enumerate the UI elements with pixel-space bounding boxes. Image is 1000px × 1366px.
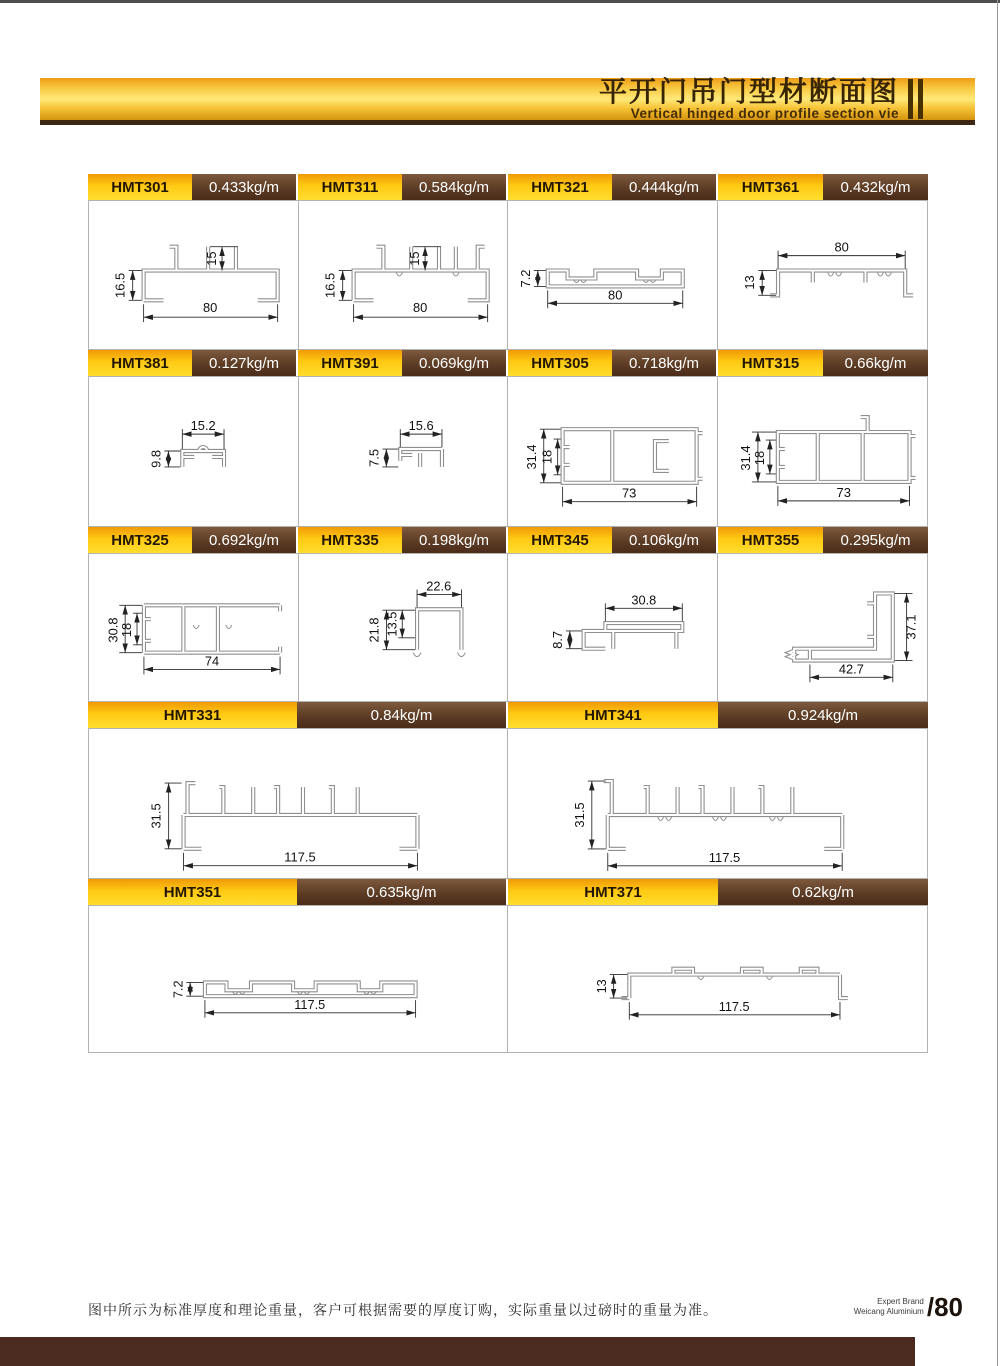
- banner-bar-1: [908, 79, 913, 119]
- dim-height: 31.4: [737, 445, 753, 471]
- header-row-4: [88, 702, 928, 728]
- dim-inner: 18: [539, 449, 555, 465]
- profile-drawing-hmt321: [508, 201, 717, 349]
- model-label: HMT311: [298, 174, 402, 200]
- header-cell-hmt321: [508, 174, 718, 200]
- dim-inner: 15: [406, 251, 422, 266]
- dim-inner: 18: [751, 450, 767, 466]
- profile-drawing-hmt351: [89, 906, 507, 1052]
- dim-width: 117.5: [284, 849, 316, 865]
- header-cell-hmt345: [508, 527, 718, 553]
- model-label: HMT305: [508, 350, 612, 376]
- model-label: HMT321: [508, 174, 612, 200]
- banner-titles: [599, 77, 899, 122]
- header-cell-hmt331: [88, 702, 508, 728]
- header-cell-hmt381: [88, 350, 298, 376]
- header-cell-hmt371: [508, 879, 928, 905]
- dim-width: 42.7: [838, 661, 864, 677]
- dim-width: 80: [202, 300, 218, 316]
- drawing-cell-hmt361: [718, 201, 928, 349]
- dim-height: 30.8: [105, 617, 121, 643]
- profile-drawing-hmt305: [508, 377, 717, 526]
- drawing-cell-hmt341: [508, 729, 927, 878]
- page-top-rule: [0, 0, 1000, 3]
- weight-label: 0.069kg/m: [402, 350, 506, 376]
- page-number: /80: [926, 1292, 963, 1322]
- drawing-row-3: [88, 553, 928, 702]
- profile-drawing-hmt325: [89, 554, 298, 701]
- dim-width: 73: [621, 485, 637, 501]
- dim-height: 16.5: [112, 272, 128, 298]
- drawing-cell-hmt311: [299, 201, 509, 349]
- dim-inner: 13.5: [383, 611, 399, 637]
- dim-width: 80: [833, 239, 849, 255]
- header-row-1: [88, 174, 928, 200]
- dim-height: 21.8: [366, 617, 382, 643]
- model-label: HMT381: [88, 350, 192, 376]
- weight-label: 0.66kg/m: [823, 350, 928, 376]
- model-label: HMT315: [718, 350, 823, 376]
- dim-inner: 18: [119, 622, 135, 638]
- profile-drawing-hmt355: [718, 554, 928, 701]
- model-label: HMT391: [298, 350, 402, 376]
- weight-label: 0.584kg/m: [402, 174, 506, 200]
- dim-width: 117.5: [718, 998, 750, 1014]
- profile-drawing-hmt381: [89, 377, 298, 526]
- weight-label: 0.127kg/m: [192, 350, 296, 376]
- profile-drawing-hmt315: [718, 377, 928, 526]
- dim-height: 31.5: [148, 803, 164, 829]
- weight-label: 0.433kg/m: [192, 174, 296, 200]
- model-label: HMT371: [508, 879, 718, 905]
- weight-label: 0.635kg/m: [297, 879, 506, 905]
- weight-label: 0.62kg/m: [718, 879, 928, 905]
- model-label: HMT335: [298, 527, 402, 553]
- drawing-cell-hmt335: [299, 554, 509, 701]
- profile-drawing-hmt345: [508, 554, 717, 701]
- brand-line-1: Expert Brand: [877, 1297, 924, 1306]
- drawing-cell-hmt381: [89, 377, 299, 526]
- profile-drawing-hmt331: [89, 729, 507, 878]
- model-label: HMT345: [508, 527, 612, 553]
- weight-label: 0.432kg/m: [823, 174, 928, 200]
- page-banner: [40, 75, 975, 125]
- model-label: HMT301: [88, 174, 192, 200]
- brand-block: [854, 1294, 963, 1320]
- drawing-cell-hmt345: [508, 554, 718, 701]
- header-cell-hmt311: [298, 174, 508, 200]
- dim-height: 37.1: [902, 614, 918, 640]
- dim-width: 15.2: [190, 418, 216, 434]
- profile-drawing-hmt361: [718, 201, 928, 349]
- profile-drawing-hmt311: [299, 201, 508, 349]
- dim-width: 80: [608, 287, 623, 303]
- drawing-cell-hmt321: [508, 201, 718, 349]
- drawing-cell-hmt351: [89, 906, 508, 1052]
- drawing-cell-hmt301: [89, 201, 299, 349]
- drawing-row-4: [88, 728, 928, 879]
- header-row-2: [88, 350, 928, 376]
- page-right-rule: [997, 0, 998, 1366]
- dim-height: 8.7: [549, 630, 565, 649]
- dim-height: 13: [593, 979, 609, 994]
- dim-height: 13: [741, 275, 757, 290]
- drawing-cell-hmt315: [718, 377, 928, 526]
- dim-width: 74: [204, 653, 220, 669]
- brand-line-2: Weicang Aluminium: [853, 1307, 924, 1316]
- dim-width: 117.5: [294, 996, 326, 1012]
- profile-drawing-hmt391: [299, 377, 508, 526]
- model-label: HMT331: [88, 702, 297, 728]
- dim-height: 16.5: [322, 272, 338, 298]
- model-label: HMT341: [508, 702, 718, 728]
- page-title-en: Vertical hinged door profile section vie: [630, 105, 899, 121]
- dim-height: 31.4: [523, 444, 539, 470]
- profile-drawing-hmt301: [89, 201, 298, 349]
- drawing-cell-hmt305: [508, 377, 718, 526]
- model-label: HMT355: [718, 527, 823, 553]
- drawing-row-2: [88, 376, 928, 527]
- drawing-cell-hmt331: [89, 729, 508, 878]
- header-row-5: [88, 879, 928, 905]
- drawing-cell-hmt325: [89, 554, 299, 701]
- dim-height: 31.5: [571, 802, 587, 828]
- header-cell-hmt355: [718, 527, 928, 553]
- dim-inner: 15: [204, 251, 220, 266]
- dim-width: 80: [412, 300, 427, 316]
- dim-width: 30.8: [631, 592, 657, 608]
- header-cell-hmt391: [298, 350, 508, 376]
- header-cell-hmt335: [298, 527, 508, 553]
- dim-height: 9.8: [148, 449, 164, 468]
- weight-label: 0.924kg/m: [718, 702, 928, 728]
- drawing-cell-hmt391: [299, 377, 509, 526]
- page-title-cn: 平开门吊门型材断面图: [598, 75, 899, 107]
- profile-drawing-hmt371: [508, 906, 927, 1052]
- footer-bar: [0, 1337, 915, 1366]
- dim-width: 117.5: [708, 849, 741, 865]
- profile-drawing-hmt341: [508, 729, 927, 878]
- header-cell-hmt325: [88, 527, 298, 553]
- header-cell-hmt351: [88, 879, 508, 905]
- weight-label: 0.198kg/m: [402, 527, 506, 553]
- weight-label: 0.84kg/m: [297, 702, 506, 728]
- banner-bar-2: [918, 79, 923, 119]
- header-cell-hmt361: [718, 174, 928, 200]
- profile-drawing-hmt335: [299, 554, 508, 701]
- footer-note: 图中所示为标准厚度和理论重量，客户可根据需要的厚度订购，实际重量以过磅时的重量为准。: [88, 1302, 718, 1318]
- weight-label: 0.295kg/m: [823, 527, 928, 553]
- weight-label: 0.692kg/m: [192, 527, 296, 553]
- model-label: HMT325: [88, 527, 192, 553]
- header-cell-hmt315: [718, 350, 928, 376]
- brand-text: [854, 1297, 924, 1317]
- dim-height: 7.2: [170, 980, 186, 999]
- header-row-3: [88, 527, 928, 553]
- drawing-row-1: [88, 200, 928, 350]
- dim-height: 7.5: [365, 448, 381, 467]
- header-cell-hmt341: [508, 702, 928, 728]
- dim-width: 22.6: [425, 578, 451, 594]
- weight-label: 0.718kg/m: [612, 350, 716, 376]
- header-cell-hmt301: [88, 174, 298, 200]
- drawing-cell-hmt371: [508, 906, 927, 1052]
- weight-label: 0.444kg/m: [612, 174, 716, 200]
- weight-label: 0.106kg/m: [612, 527, 716, 553]
- dim-height: 7.2: [517, 269, 533, 288]
- drawing-cell-hmt355: [718, 554, 928, 701]
- banner-double-bar-icon: [908, 79, 923, 119]
- dim-width: 15.6: [408, 418, 434, 434]
- drawing-row-5: [88, 905, 928, 1053]
- dim-width: 73: [835, 484, 851, 500]
- header-cell-hmt305: [508, 350, 718, 376]
- model-label: HMT361: [718, 174, 823, 200]
- model-label: HMT351: [88, 879, 297, 905]
